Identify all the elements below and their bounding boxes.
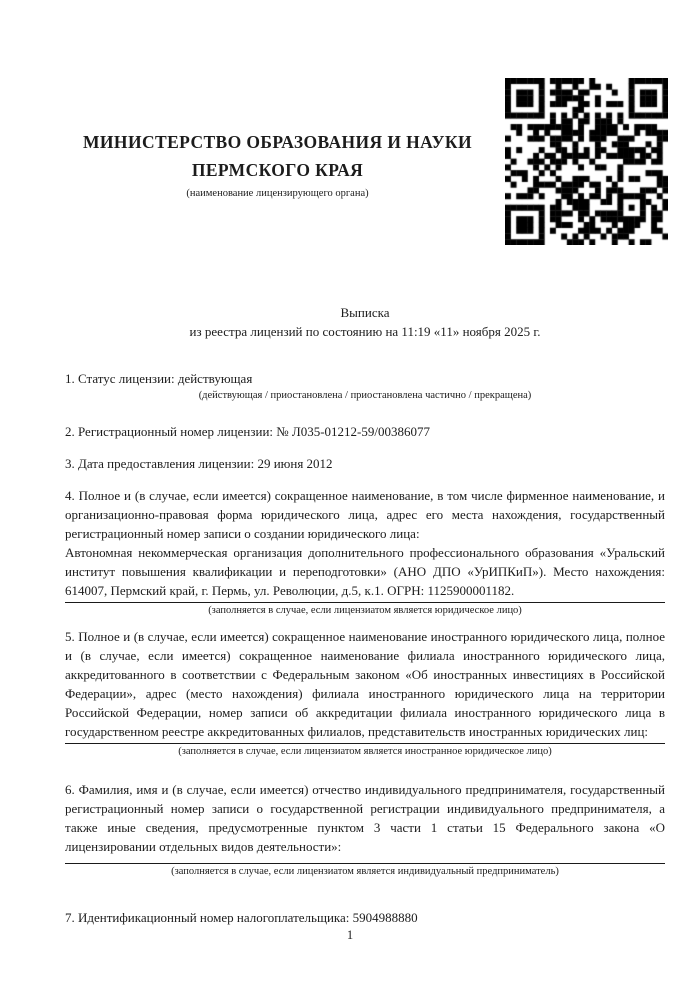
- registration-number-text: 2. Регистрационный номер лицензии: № Л035-01212-59/00386077: [65, 424, 431, 439]
- field-license-status: [65, 369, 665, 403]
- document-header: [65, 128, 490, 199]
- ministry-name-line1: МИНИСТЕРСТВО ОБРАЗОВАНИЯ И НАУКИ: [83, 132, 472, 152]
- separator-rule-foreign-entity: [65, 743, 665, 744]
- licensing-authority-caption: (наименование лицензирующего органа): [186, 188, 369, 199]
- legal-entity-note: (заполняется в случае, если лицензиатом является юридическое лицо): [208, 605, 522, 616]
- page-number: 1: [346, 928, 354, 942]
- grant-date-text: 3. Дата предоставления лицензии: 29 июня 2012: [65, 456, 333, 471]
- field-grant-date: [65, 454, 665, 473]
- field-registration-number: [65, 422, 665, 441]
- field-foreign-entity-info: [65, 627, 665, 759]
- legal-entity-question: 4. Полное и (в случае, если имеется) сокращенное наименование, в том числе фирменное наименование, и организационно-правовая форма юридического лица, адрес его места нахождения, государственный регистрационный номер записи о создании юридического лица:: [65, 488, 665, 541]
- taxpayer-number-text: 7. Идентификационный номер налогоплательщика: 5904988880: [65, 910, 418, 925]
- licensing-authority-name: [65, 128, 490, 184]
- ministry-name-line2: ПЕРМСКОГО КРАЯ: [191, 160, 364, 180]
- field-entrepreneur-info: [65, 780, 665, 879]
- field-legal-entity-info: [65, 486, 665, 618]
- license-status-note: (действующая / приостановлена / приостановлена частично / прекращена): [198, 390, 532, 401]
- foreign-entity-note: (заполняется в случае, если лицензиатом является иностранное юридическое лицо): [178, 746, 552, 757]
- qr-code-icon: [505, 78, 668, 245]
- document-title: [65, 303, 665, 341]
- separator-rule-legal-entity: [65, 602, 665, 603]
- document-body: [65, 303, 665, 927]
- field-taxpayer-number: [65, 908, 665, 927]
- legal-entity-value: Автономная некоммерческая организация дополнительного профессионального образования «Уральский институт повышения квалификации и переподготовки» (АНО ДПО «УрИПКиП»). Место нахождения: 614007, Пермский край, г. Пермь, ул. Революции, д.5, к.1. ОГРН: 1125900001182.: [65, 545, 665, 598]
- entrepreneur-note: (заполняется в случае, если лицензиатом является индивидуальный предприниматель): [171, 866, 559, 877]
- document-title-line1: Выписка: [340, 305, 390, 320]
- foreign-entity-question: 5. Полное и (в случае, если имеется) сокращенное наименование иностранного юридического лица, полное и (в случае, если имеется) сокращенное наименование филиала иностранного юридического лица, аккредитованного в соответствии с Федеральным законом «Об иностранных инвестициях в Российской Федерации», адрес (место нахождения) филиала иностранного юридического лица на территории Российской Федерации, номер записи об аккредитации филиала иностранного юридического лица в государственном реестре аккредитованных филиалов, представительств иностранных юридических лиц:: [65, 629, 665, 739]
- license-status-text: 1. Статус лицензии: действующая: [65, 371, 253, 386]
- document-title-line2: из реестра лицензий по состоянию на 11:19 «11» ноября 2025 г.: [189, 324, 541, 339]
- entrepreneur-question: 6. Фамилия, имя и (в случае, если имеется) отчество индивидуального предпринимателя, государственный регистрационный номер записи о государственной регистрации индивидуального предпринимателя, а также иные сведения, предусмотренные пунктом 3 части 1 статьи 15 Федерального закона «О лицензировании отдельных видов деятельности»:: [65, 782, 665, 854]
- separator-rule-entrepreneur: [65, 863, 665, 864]
